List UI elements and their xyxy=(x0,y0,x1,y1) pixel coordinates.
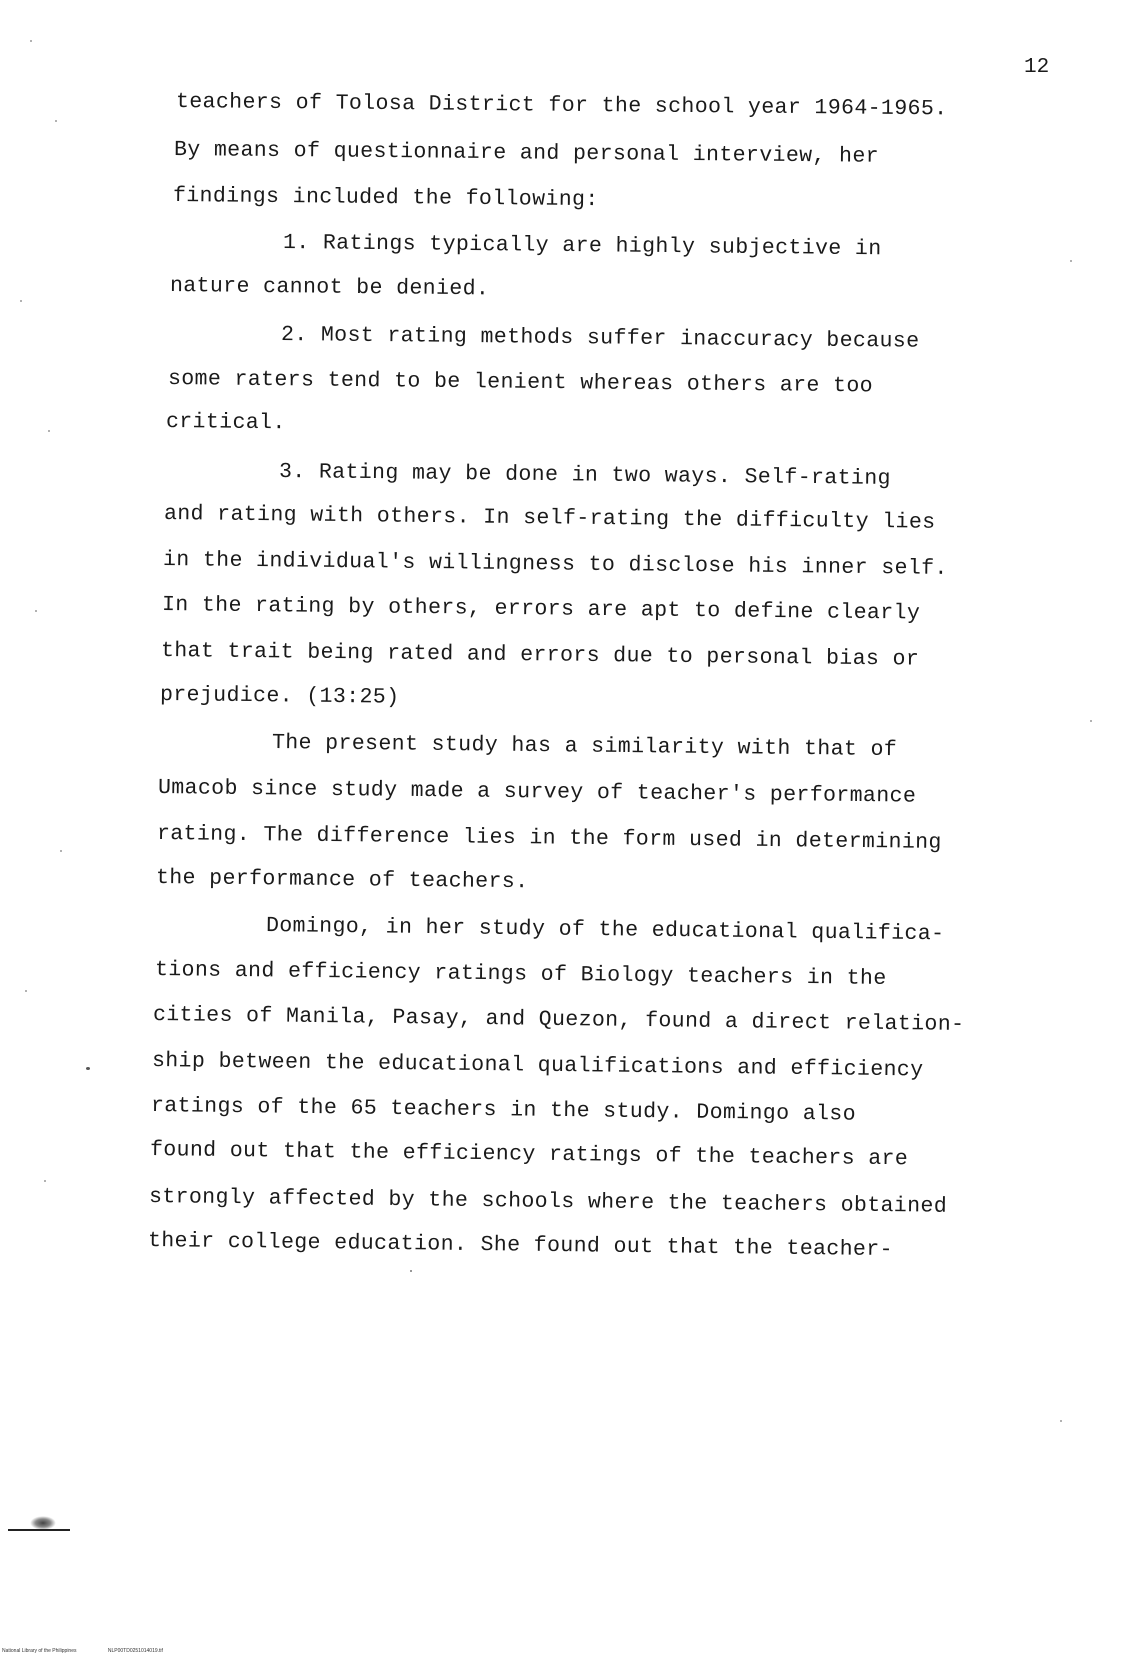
list-item-text: 2. Most rating methods suffer inaccuracy because xyxy=(280,323,920,354)
text-line: ship between the educational qualifications and efficiency xyxy=(151,1049,924,1083)
scan-speck xyxy=(48,430,50,432)
text-line: the performance of teachers. xyxy=(155,866,529,895)
scan-speck xyxy=(410,1270,412,1272)
text-line: some raters tend to be lenient whereas others are too xyxy=(167,367,874,399)
text-line: ratings of the 65 teachers in the study. Domingo also xyxy=(150,1094,857,1127)
text-line: rating. The difference lies in the form used in determining xyxy=(156,822,942,855)
text-line: In the rating by others, errors are apt to define clearly xyxy=(161,593,921,626)
scan-speck xyxy=(1090,720,1092,722)
scan-smudge xyxy=(8,1515,70,1531)
scan-speck xyxy=(35,610,37,612)
scan-speck xyxy=(30,40,32,42)
text-line: By means of questionnaire and personal interview, her xyxy=(173,138,880,169)
text-line: tions and efficiency ratings of Biology teachers in the xyxy=(154,958,887,991)
list-item-text: 1. Ratings typically are highly subjective in xyxy=(282,231,882,262)
scan-speck xyxy=(20,300,22,302)
text-line: found out that the efficiency ratings of the teachers are xyxy=(149,1138,909,1172)
scan-speck xyxy=(55,120,57,122)
text-line: critical. xyxy=(165,410,286,436)
text-line: that trait being rated and errors due to personal bias or xyxy=(160,639,920,672)
text-line: teachers of Tolosa District for the school year 1964-1965. xyxy=(175,90,948,122)
text-line: strongly affected by the schools where the teachers obtained xyxy=(148,1185,948,1219)
text-line: nature cannot be denied. xyxy=(169,274,490,302)
text-line: findings included the following: xyxy=(172,184,599,213)
scan-speck xyxy=(86,1067,90,1070)
scan-blot xyxy=(30,1516,56,1530)
scan-speck xyxy=(44,1180,46,1182)
list-item-text: 3. Rating may be done in two ways. Self-rating xyxy=(278,460,892,491)
text-line: in the individual's willingness to disclose his inner self. xyxy=(162,548,948,581)
paragraph-first-line: Domingo, in her study of the educational qualifica- xyxy=(265,914,945,947)
footer xyxy=(2,1648,193,1654)
footer-library: National Library of the Philippines xyxy=(2,1648,77,1654)
paragraph-first-line: The present study has a similarity with that of xyxy=(271,731,898,763)
scan-rule xyxy=(8,1529,70,1531)
text-line: Umacob since study made a survey of teacher's performance xyxy=(157,776,917,809)
text-line: prejudice. (13:25) xyxy=(159,683,400,710)
text-line: and rating with others. In self-rating the difficulty lies xyxy=(163,502,936,535)
scan-speck xyxy=(25,990,27,992)
scan-speck xyxy=(1070,260,1072,262)
page-number: 12 xyxy=(1024,56,1050,79)
text-line: cities of Manila, Pasay, and Quezon, found a direct relation- xyxy=(152,1003,965,1037)
text-line: their college education. She found out that the teacher- xyxy=(147,1229,894,1263)
footer-file: NLP00TD0251014019.tif xyxy=(107,1648,163,1654)
scan-speck xyxy=(60,850,62,852)
scan-speck xyxy=(1060,1420,1062,1422)
